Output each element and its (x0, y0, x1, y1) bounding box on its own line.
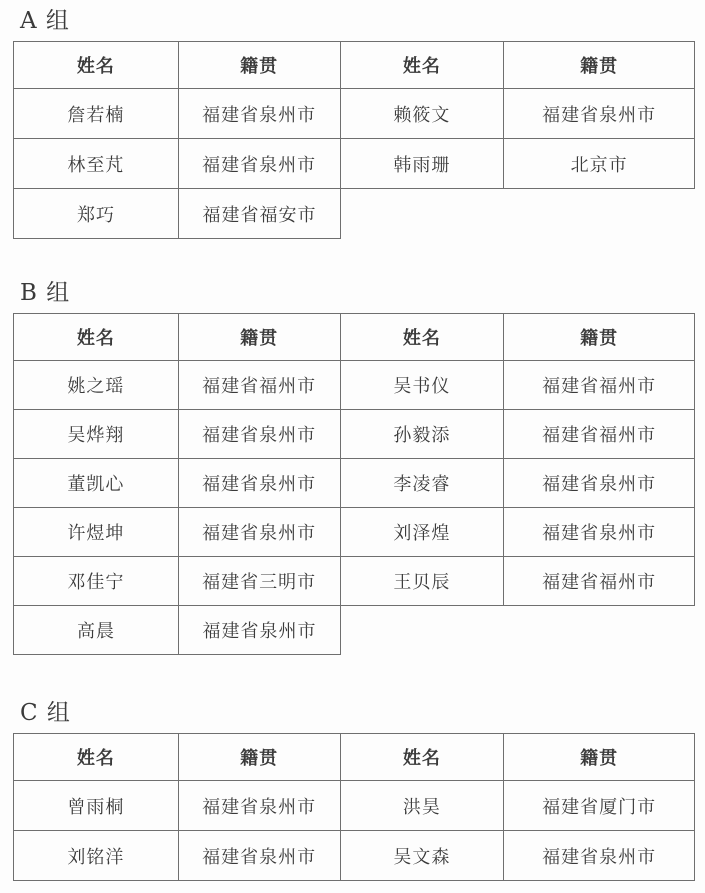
table-row (14, 557, 695, 606)
name-cell: 詹若楠 (14, 89, 179, 139)
hometown-cell: 北京市 (504, 139, 695, 189)
column-header-hometown: 籍贯 (504, 314, 695, 361)
column-header-name: 姓名 (14, 42, 179, 89)
hometown-cell: 福建省泉州市 (504, 459, 695, 508)
column-header-name: 姓名 (341, 42, 505, 89)
group-b-section (0, 279, 705, 655)
hometown-cell: 福建省泉州市 (179, 781, 341, 831)
name-cell: 韩雨珊 (341, 139, 505, 189)
table-header-row (14, 42, 695, 89)
name-cell: 洪昊 (341, 781, 505, 831)
hometown-cell: 福建省泉州市 (179, 606, 341, 655)
hometown-cell: 福建省泉州市 (179, 508, 341, 557)
hometown-cell: 福建省泉州市 (504, 508, 695, 557)
name-cell: 吴文森 (341, 831, 505, 881)
column-header-name: 姓名 (14, 734, 179, 781)
group-a-section (0, 7, 705, 239)
hometown-cell: 福建省福州市 (504, 361, 695, 410)
name-cell: 刘铭洋 (14, 831, 179, 881)
table-header-row (14, 314, 695, 361)
hometown-cell: 福建省泉州市 (179, 139, 341, 189)
hometown-cell: 福建省泉州市 (504, 89, 695, 139)
name-cell: 姚之瑶 (14, 361, 179, 410)
column-header-name: 姓名 (341, 734, 505, 781)
hometown-cell: 福建省泉州市 (179, 459, 341, 508)
column-header-name: 姓名 (341, 314, 505, 361)
table-row (14, 459, 695, 508)
name-cell: 许煜坤 (14, 508, 179, 557)
group-c-table (13, 733, 695, 881)
group-b-table (13, 313, 695, 655)
column-header-hometown: 籍贯 (179, 314, 341, 361)
column-header-name: 姓名 (14, 314, 179, 361)
table-row (14, 89, 695, 139)
group-a-title: A 组 (20, 8, 70, 34)
group-c-section (0, 699, 705, 881)
column-header-hometown: 籍贯 (179, 42, 341, 89)
name-cell: 吴书仪 (341, 361, 505, 410)
name-cell: 曾雨桐 (14, 781, 179, 831)
name-cell: 郑巧 (14, 189, 179, 239)
table-header-row (14, 734, 695, 781)
name-cell: 董凯心 (14, 459, 179, 508)
name-cell: 王贝辰 (341, 557, 505, 606)
hometown-cell: 福建省福州市 (504, 557, 695, 606)
group-a-table (13, 41, 695, 239)
column-header-hometown: 籍贯 (179, 734, 341, 781)
name-cell: 刘泽煌 (341, 508, 505, 557)
hometown-cell: 福建省福州市 (179, 361, 341, 410)
hometown-cell: 福建省福安市 (179, 189, 341, 239)
group-b-title: B 组 (20, 280, 71, 306)
table-row (14, 361, 695, 410)
table-row (14, 781, 695, 831)
column-header-hometown: 籍贯 (504, 734, 695, 781)
hometown-cell: 福建省泉州市 (179, 831, 341, 881)
name-cell: 孙毅添 (341, 410, 505, 459)
group-c-title: C 组 (20, 700, 71, 726)
hometown-cell: 福建省厦门市 (504, 781, 695, 831)
table-row (14, 831, 695, 881)
name-cell: 吴烨翔 (14, 410, 179, 459)
table-row (14, 606, 695, 655)
hometown-cell: 福建省泉州市 (504, 831, 695, 881)
table-row (14, 508, 695, 557)
name-cell: 林至芃 (14, 139, 179, 189)
name-cell: 李凌睿 (341, 459, 505, 508)
hometown-cell: 福建省三明市 (179, 557, 341, 606)
hometown-cell: 福建省泉州市 (179, 410, 341, 459)
hometown-cell: 福建省泉州市 (179, 89, 341, 139)
table-row (14, 189, 695, 239)
name-cell: 赖筱文 (341, 89, 505, 139)
hometown-cell: 福建省福州市 (504, 410, 695, 459)
name-cell: 高晨 (14, 606, 179, 655)
table-row (14, 139, 695, 189)
column-header-hometown: 籍贯 (504, 42, 695, 89)
name-cell: 邓佳宁 (14, 557, 179, 606)
table-row (14, 410, 695, 459)
